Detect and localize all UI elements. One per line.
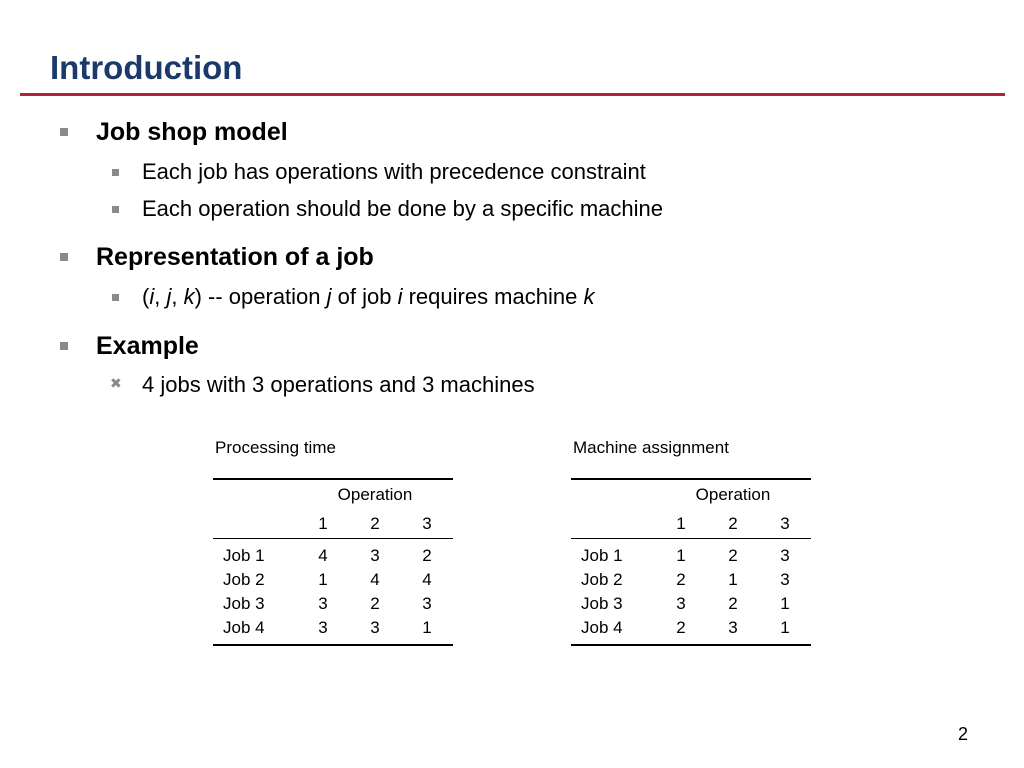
column-header: 1 [655,510,707,539]
table-cell: 3 [318,594,328,613]
bullet-job-shop-model: Job shop model [96,118,288,146]
square-bullet-icon [112,206,119,213]
table-cell: 4 [318,546,328,565]
text-part: of job [331,284,398,309]
square-bullet-icon [60,342,68,350]
text-part: k [183,284,195,309]
table-cell: 1 [728,570,738,589]
table-cell: 3 [780,570,790,589]
table-cell: 3 [422,594,432,613]
row-label: Job 4 [213,616,297,645]
table-cell: 2 [728,594,738,613]
table-cell: 3 [780,546,790,565]
text-part: ( [142,284,150,309]
operation-header: Operation [655,479,811,510]
table-header-row [571,479,811,510]
sub-bullet-example: 4 jobs with 3 operations and 3 machines [142,372,535,397]
cross-bullet-icon: ✖ [110,375,122,391]
table-corner-cell [213,510,297,539]
machine-assignment-caption: Machine assignment [573,438,729,457]
table-row [571,568,811,592]
table-row [213,568,453,592]
square-bullet-icon [112,169,119,176]
square-bullet-icon [60,128,68,136]
table-column-row [571,510,811,539]
table-cell: 1 [759,616,811,645]
square-bullet-icon [112,294,119,301]
text-part: j [326,284,332,309]
table-column-row [213,510,453,539]
table-cell: 2 [655,616,707,645]
row-label: Job 1 [581,546,623,565]
sub-bullet-precedence: Each job has operations with precedence constraint [142,159,646,184]
table-corner-cell [571,510,655,539]
table-cell: 2 [676,570,686,589]
text-part: i [149,284,155,309]
table-row [571,592,811,616]
table-corner-cell [213,479,297,510]
table-row [213,539,453,569]
processing-time-caption: Processing time [215,438,336,457]
row-label: Job 2 [223,570,265,589]
table-cell: 2 [370,594,380,613]
text-part: j [166,284,172,309]
table-row [213,616,453,645]
row-label: Job 3 [223,594,265,613]
sub-bullet-machine: Each operation should be done by a specific machine [142,196,664,221]
text-part: , [154,284,167,309]
table-cell: 3 [676,594,686,613]
row-label: Job 4 [571,616,655,645]
column-header: 2 [707,510,759,539]
table-cell: 2 [728,546,738,565]
table-cell: 4 [370,570,380,589]
table-header-row [213,479,453,510]
operation-header: Operation [297,479,453,510]
column-header: 2 [349,510,401,539]
table-cell: 1 [318,570,328,589]
table-cell: 1 [401,616,453,645]
table-cell: 1 [676,546,686,565]
row-label: Job 1 [223,546,265,565]
text-part: , [171,284,184,309]
row-label: Job 3 [581,594,623,613]
slide-title: Introduction [50,49,243,86]
text-part: i [397,284,403,309]
table-row [571,616,811,645]
table-cell: 2 [422,546,432,565]
table-cell: 1 [780,594,790,613]
text-part: requires machine [402,284,584,309]
bullet-example: Example [96,332,199,360]
table-cell: 3 [370,546,380,565]
sub-bullet-representation [142,284,594,310]
title-divider [20,93,1005,96]
text-part: ) -- operation [194,284,327,309]
bullet-representation: Representation of a job [96,243,374,271]
page-number: 2 [957,724,968,744]
table-cell: 4 [422,570,432,589]
column-header: 1 [297,510,349,539]
machine-assignment-table [571,478,811,646]
table-cell: 3 [297,616,349,645]
processing-time-table [213,478,453,646]
column-header: 3 [759,510,811,539]
column-header: 3 [401,510,453,539]
table-row [213,592,453,616]
text-part: k [583,284,595,309]
table-cell: 3 [707,616,759,645]
table-cell: 3 [349,616,401,645]
row-label: Job 2 [581,570,623,589]
table-row [571,539,811,569]
table-corner-cell [571,479,655,510]
square-bullet-icon [60,253,68,261]
